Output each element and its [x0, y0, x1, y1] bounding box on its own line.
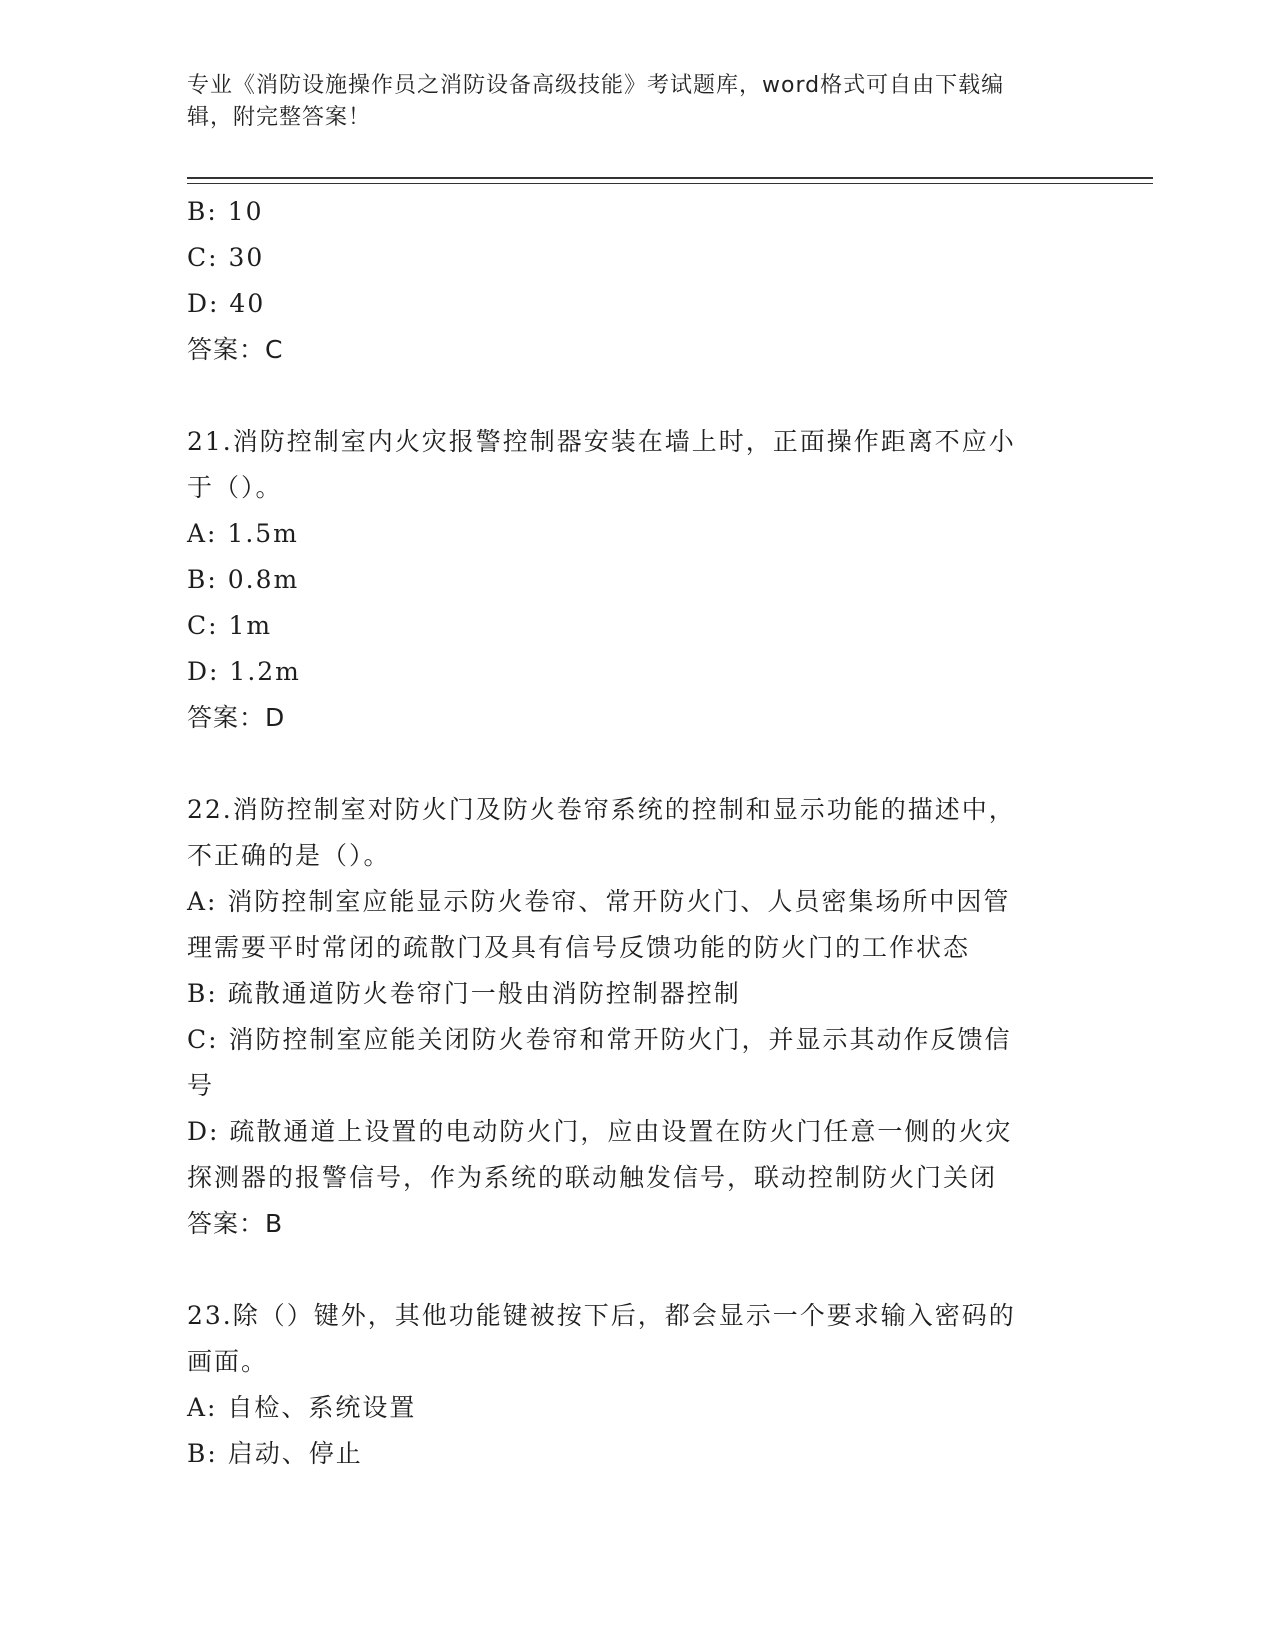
option-d: D: 疏散通道上设置的电动防火门，应由设置在防火门任意一侧的火灾 — [187, 1117, 1013, 1146]
option-c-cont: 号 — [187, 1071, 215, 1100]
spacer — [187, 1247, 1087, 1293]
option-a: A: 自检、系统设置 — [187, 1393, 417, 1422]
question-21 — [187, 419, 1087, 741]
header-divider-thin — [187, 183, 1153, 184]
answer: 答案：B — [187, 1209, 284, 1238]
question-stem: 22.消防控制室对防火门及防火卷帘系统的控制和显示功能的描述中， — [187, 795, 1016, 824]
option-b: B: 疏散通道防火卷帘门一般由消防控制器控制 — [187, 979, 741, 1008]
option-c: C: 1m — [187, 611, 273, 640]
header-divider-thick — [187, 177, 1153, 179]
question-stem: 23.除（）键外，其他功能键被按下后，都会显示一个要求输入密码的 — [187, 1301, 1016, 1330]
option-d: D: 1.2m — [187, 657, 301, 686]
answer: 答案：D — [187, 703, 286, 732]
option-d-cont: 探测器的报警信号，作为系统的联动触发信号，联动控制防火门关闭 — [187, 1163, 998, 1192]
question-content — [187, 189, 1087, 1477]
header-line-1: 专业《消防设施操作员之消防设备高级技能》考试题库，word格式可自由下载编 — [187, 73, 1005, 98]
question-stem-cont: 于（）。 — [187, 473, 283, 502]
question-stem-cont: 不正确的是（）。 — [187, 841, 391, 870]
question-20-tail — [187, 189, 1087, 373]
option-c: C: 30 — [187, 243, 265, 272]
option-b: B: 0.8m — [187, 565, 300, 594]
spacer — [187, 373, 1087, 419]
header-line-2: 辑，附完整答案！ — [187, 105, 372, 130]
option-a-cont: 理需要平时常闭的疏散门及具有信号反馈功能的防火门的工作状态 — [187, 933, 971, 962]
option-d: D: 40 — [187, 289, 266, 318]
option-b: B: 10 — [187, 197, 264, 226]
answer: 答案：C — [187, 335, 284, 364]
option-b: B: 启动、停止 — [187, 1439, 363, 1468]
option-a: A: 1.5m — [187, 519, 299, 548]
question-22 — [187, 787, 1087, 1247]
spacer — [187, 741, 1087, 787]
option-c: C: 消防控制室应能关闭防火卷帘和常开防火门，并显示其动作反馈信 — [187, 1025, 1012, 1054]
document-header — [187, 70, 1087, 134]
question-stem: 21.消防控制室内火灾报警控制器安装在墙上时，正面操作距离不应小 — [187, 427, 1016, 456]
question-23 — [187, 1293, 1087, 1477]
question-stem-cont: 画面。 — [187, 1347, 269, 1376]
option-a: A: 消防控制室应能显示防火卷帘、常开防火门、人员密集场所中因管 — [187, 887, 1011, 916]
